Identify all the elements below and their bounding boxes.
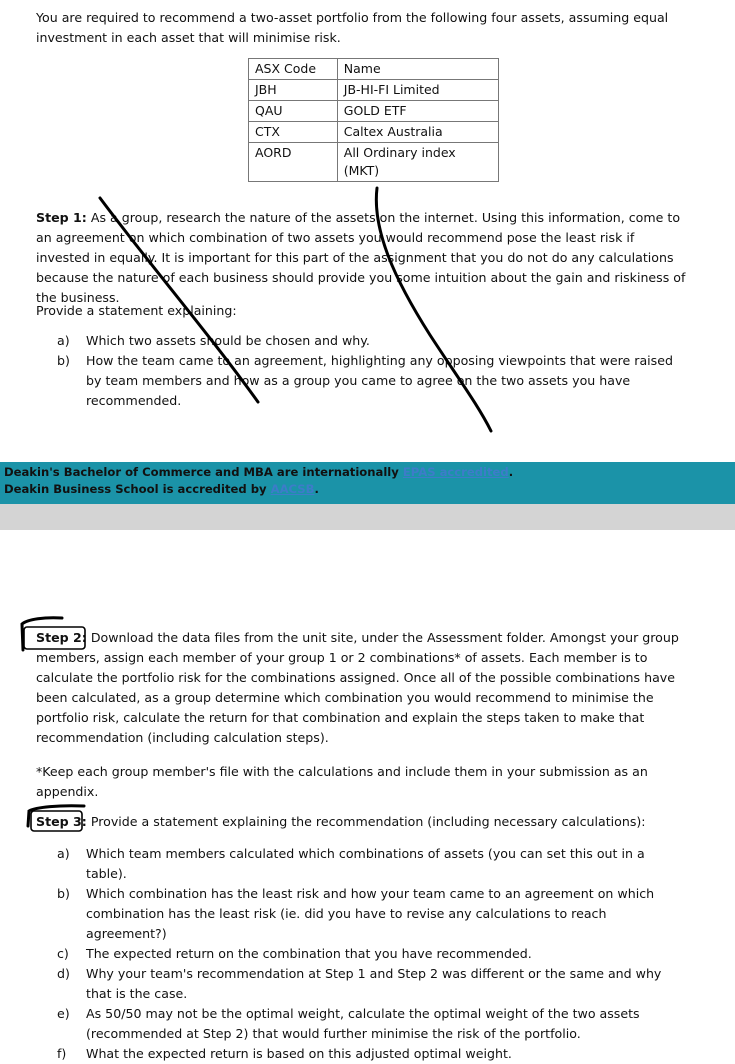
table-header: Name — [337, 59, 498, 80]
list-marker: c) — [57, 946, 69, 961]
step1-text: As a group, research the nature of the assets on the internet. Using this information, come to an agreement on which combination of two assets you would recommend pose the least risk if invested in equally. It is important for this part of the assignment that you do not do any calculations because the nature of each business should provide you some intuition about the gain and riskiness of the business. — [36, 210, 686, 305]
list-marker: b) — [57, 886, 70, 901]
table-cell: All Ordinary index (MKT) — [337, 143, 498, 182]
list-text: How the team came to an agreement, highlighting any opposing viewpoints that were raised by team members and how as a group you came to agree on the two assets you have recommended. — [86, 353, 673, 408]
table-row — [249, 143, 499, 182]
step3-label: Step 3: — [36, 814, 87, 829]
list-item — [57, 844, 687, 884]
step3-text: Provide a statement explaining the recommendation (including necessary calculations): — [90, 814, 646, 829]
list-text: Why your team's recommendation at Step 1 and Step 2 was different or the same and why that is the case. — [86, 966, 662, 1001]
banner-period: . — [508, 465, 514, 479]
table-cell: JB-HI-FI Limited — [337, 80, 498, 101]
banner-text: Deakin's Bachelor of Commerce and MBA are internationally — [4, 465, 403, 479]
list-marker: a) — [57, 333, 70, 348]
list-text: Which team members calculated which combinations of assets (you can set this out in a table). — [86, 846, 645, 881]
intro-paragraph: You are required to recommend a two-asset portfolio from the following four assets, assuming equal investment in each asset that will minimise risk. — [36, 10, 669, 45]
list-item — [57, 351, 687, 411]
list-item — [57, 944, 687, 964]
list-item — [57, 1044, 687, 1064]
list-marker: f) — [57, 1046, 67, 1061]
step2-note: *Keep each group member's file with the calculations and include them in your submission as an appendix. — [36, 764, 648, 799]
step2-label: Step 2: — [36, 630, 87, 645]
step1-statement: Provide a statement explaining: — [36, 303, 237, 318]
step1-paragraph — [36, 208, 686, 308]
banner-text: Deakin Business School is accredited by — [4, 482, 271, 496]
table-cell: QAU — [249, 101, 338, 122]
banner-line-2 — [4, 481, 319, 498]
table-row — [249, 101, 499, 122]
table-cell: GOLD ETF — [337, 101, 498, 122]
step3-list — [57, 844, 687, 1064]
table-cell: AORD — [249, 143, 338, 182]
table-header-row — [249, 59, 499, 80]
list-item — [57, 1004, 687, 1044]
table-header: ASX Code — [249, 59, 338, 80]
list-item — [57, 331, 687, 351]
aacsb-link[interactable]: AACSB — [270, 482, 315, 496]
step2-text: Download the data files from the unit site, under the Assessment folder. Amongst your group members, assign each member of your group 1 or 2 combinations* of assets. Each member is to calculate the portfolio risk for the combinations assigned. Once all of the possible combinations have been calculated, as a group determine which combination you would recommend to minimise the portfolio risk, calculate the return for that combination and explain the steps taken to make that recommendation (including calculation steps). — [36, 630, 679, 745]
step3-paragraph — [36, 812, 686, 832]
assets-table — [248, 58, 499, 182]
banner-period: . — [314, 482, 319, 496]
step1-list — [57, 331, 687, 411]
table-cell: JBH — [249, 80, 338, 101]
list-marker: b) — [57, 353, 70, 368]
table-row — [249, 122, 499, 143]
list-marker: d) — [57, 966, 70, 981]
step2-paragraph — [36, 628, 686, 748]
list-text: Which two assets should be chosen and why. — [86, 333, 370, 348]
banner-line-1 — [4, 464, 513, 481]
step1-label: Step 1: — [36, 210, 87, 225]
epas-link[interactable]: EPAS accredited — [402, 465, 509, 479]
table-cell: Caltex Australia — [337, 122, 498, 143]
list-text: The expected return on the combination that you have recommended. — [86, 946, 532, 961]
list-text: As 50/50 may not be the optimal weight, calculate the optimal weight of the two assets (recommended at Step 2) that would further minimise the risk of the portfolio. — [86, 1006, 640, 1041]
list-marker: a) — [57, 846, 70, 861]
table-row — [249, 80, 499, 101]
list-text: What the expected return is based on this adjusted optimal weight. — [86, 1046, 512, 1061]
list-item — [57, 964, 687, 1004]
list-marker: e) — [57, 1006, 70, 1021]
page-separator — [0, 504, 735, 530]
accreditation-banner — [0, 462, 735, 504]
list-item — [57, 884, 687, 944]
list-text: Which combination has the least risk and how your team came to an agreement on which combination has the least risk (ie. did you have to revise any calculations to reach agreement?) — [86, 886, 655, 941]
table-cell: CTX — [249, 122, 338, 143]
